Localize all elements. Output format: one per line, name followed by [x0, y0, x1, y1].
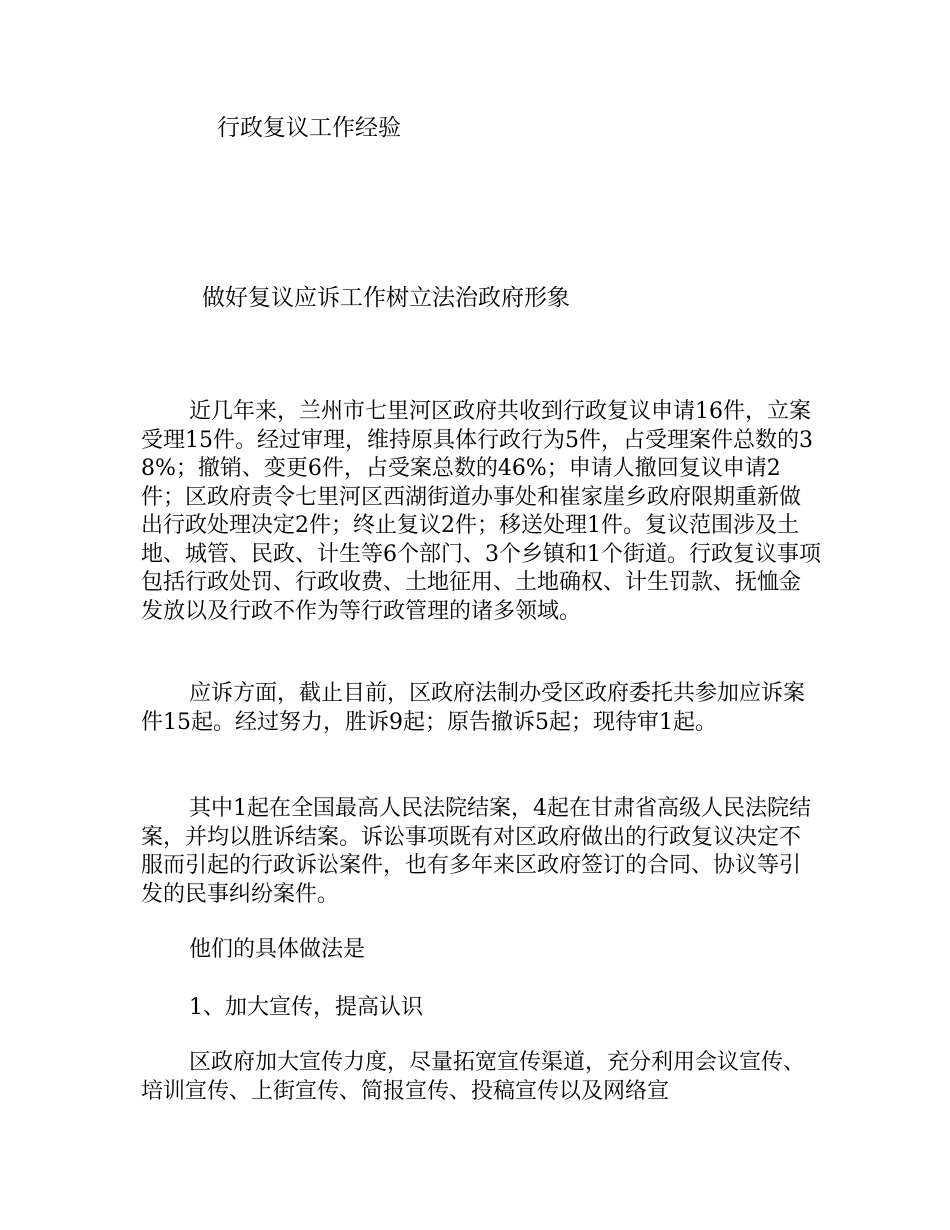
paragraph-publicity: 区政府加大宣传力度，尽量拓宽宣传渠道，充分利用会议宣传、培训宣传、上街宣传、简报宣传、投稿宣传以及网络宣	[141, 1050, 806, 1104]
paragraph-litigation-summary: 应诉方面，截止目前，区政府法制办受区政府委托共参加应诉案件15起。经过努力，胜诉9起；原告撤诉5起；现待审1起。	[141, 681, 806, 735]
section-heading-publicity: 1、加大宣传，提高认识	[189, 995, 423, 1020]
document-subtitle: 做好复议应诉工作树立法治政府形象	[202, 285, 570, 311]
paragraph-methods-intro: 他们的具体做法是	[189, 937, 366, 962]
document-title: 行政复议工作经验	[217, 115, 401, 141]
paragraph-court-results: 其中1起在全国最高人民法院结案，4起在甘肃省高级人民法院结案，并均以胜诉结案。诉讼事项既有对区政府做出的行政复议决定不服而引起的行政诉讼案件，也有多年来区政府签订的合同、协议等引发的民事纠纷案件。	[141, 796, 811, 907]
paragraph-review-statistics: 近几年来，兰州市七里河区政府共收到行政复议申请16件，立案受理15件。经过审理，维持原具体行政行为5件，占受理案件总数的38%；撤销、变更6件，占受案总数的46%；申请人撤回复议申请2件；区政府责令七里河区西湖街道办事处和崔家崖乡政府限期重新做出行政处理决定2件；终止复议2件；移送处理1件。复议范围涉及土地、城管、民政、计生等6个部门、3个乡镇和1个街道。行政复议事项包括行政处罚、行政收费、土地征用、土地确权、计生罚款、抚恤金发放以及行政不作为等行政管理的诸多领域。	[141, 399, 821, 624]
